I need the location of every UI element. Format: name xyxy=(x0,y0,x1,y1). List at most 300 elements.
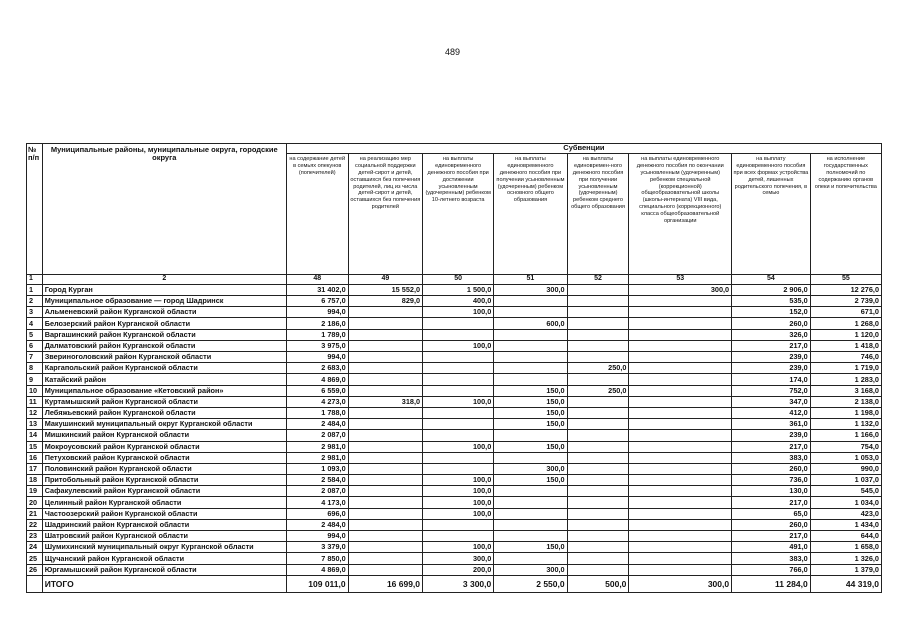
col-55-value: 1 434,0 xyxy=(810,519,881,530)
row-number: 25 xyxy=(27,553,43,564)
municipality-name: Город Курган xyxy=(42,284,286,295)
col-51-value xyxy=(494,363,567,374)
total-row xyxy=(27,575,882,592)
col-55-value: 990,0 xyxy=(810,463,881,474)
row-number: 23 xyxy=(27,531,43,542)
col-52-value xyxy=(567,508,629,519)
col-54-value: 260,0 xyxy=(732,318,811,329)
col-53-value xyxy=(629,542,732,553)
col-54-value: 174,0 xyxy=(732,374,811,385)
row-number: 24 xyxy=(27,542,43,553)
col-49-value xyxy=(348,441,422,452)
table-row xyxy=(27,329,882,340)
table-row xyxy=(27,497,882,508)
total-value: 109 011,0 xyxy=(286,575,348,592)
col-48-value: 2 584,0 xyxy=(286,475,348,486)
table-row xyxy=(27,363,882,374)
row-number: 18 xyxy=(27,475,43,486)
municipality-name: Альменевский район Курганской области xyxy=(42,307,286,318)
col-50-value: 100,0 xyxy=(423,508,494,519)
col-54-value: 361,0 xyxy=(732,419,811,430)
col-52-value xyxy=(567,519,629,530)
col-54-value: 326,0 xyxy=(732,329,811,340)
col-number: 48 xyxy=(286,274,348,284)
col-52-value: 250,0 xyxy=(567,385,629,396)
col-54-value: 752,0 xyxy=(732,385,811,396)
header-col-53: на выплаты единовременного денежного пособия по окончании усыновленным (удочеренным) ребенком специальной (коррекционной) общеобразовательной школы (школы-интерната) VIII вида, специального (коррекционного) класса общеобразовательной организации xyxy=(629,153,732,274)
row-number: 22 xyxy=(27,519,43,530)
col-52-value xyxy=(567,430,629,441)
col-55-value: 2 739,0 xyxy=(810,296,881,307)
col-51-value xyxy=(494,486,567,497)
row-number: 3 xyxy=(27,307,43,318)
table-row xyxy=(27,396,882,407)
header-row-1 xyxy=(27,144,882,154)
municipality-name: Муниципальное образование «Кетовский район» xyxy=(42,385,286,396)
col-55-value: 2 138,0 xyxy=(810,396,881,407)
total-value: 500,0 xyxy=(567,575,629,592)
col-55-value: 1 166,0 xyxy=(810,430,881,441)
col-55-value: 671,0 xyxy=(810,307,881,318)
table-row xyxy=(27,542,882,553)
col-52-value xyxy=(567,542,629,553)
municipality-name: Варгашинский район Курганской области xyxy=(42,329,286,340)
row-number: 19 xyxy=(27,486,43,497)
col-51-value xyxy=(494,352,567,363)
municipality-name: Шатровский район Курганской области xyxy=(42,531,286,542)
col-54-value: 2 906,0 xyxy=(732,284,811,295)
col-53-value xyxy=(629,441,732,452)
col-49-value xyxy=(348,363,422,374)
col-53-value xyxy=(629,396,732,407)
col-49-value xyxy=(348,508,422,519)
col-54-value: 383,0 xyxy=(732,553,811,564)
col-55-value: 545,0 xyxy=(810,486,881,497)
row-number: 4 xyxy=(27,318,43,329)
col-49-value xyxy=(348,553,422,564)
table-row xyxy=(27,564,882,575)
col-53-value xyxy=(629,497,732,508)
col-55-value: 746,0 xyxy=(810,352,881,363)
municipality-name: Белозерский район Курганской области xyxy=(42,318,286,329)
municipality-name: Далматовский район Курганской области xyxy=(42,340,286,351)
row-number: 14 xyxy=(27,430,43,441)
col-49-value: 15 552,0 xyxy=(348,284,422,295)
municipality-name: Мишкинский район Курганской области xyxy=(42,430,286,441)
col-49-value xyxy=(348,352,422,363)
col-48-value: 1 093,0 xyxy=(286,463,348,474)
col-49-value xyxy=(348,329,422,340)
col-48-value: 2 981,0 xyxy=(286,441,348,452)
col-49-value xyxy=(348,340,422,351)
table-row xyxy=(27,441,882,452)
col-49-value: 318,0 xyxy=(348,396,422,407)
col-49-value xyxy=(348,374,422,385)
col-52-value xyxy=(567,531,629,542)
col-53-value xyxy=(629,296,732,307)
total-value: 11 284,0 xyxy=(732,575,811,592)
col-48-value: 994,0 xyxy=(286,352,348,363)
col-51-value: 300,0 xyxy=(494,564,567,575)
page-number: 489 xyxy=(444,47,461,57)
municipality-name: Каргапольский район Курганской области xyxy=(42,363,286,374)
col-49-value xyxy=(348,463,422,474)
col-55-value: 1 198,0 xyxy=(810,407,881,418)
col-51-value: 150,0 xyxy=(494,475,567,486)
table-row xyxy=(27,531,882,542)
row-number: 16 xyxy=(27,452,43,463)
row-number: 17 xyxy=(27,463,43,474)
col-52-value: 250,0 xyxy=(567,363,629,374)
header-col-50: на выплаты единовременного денежного пособия при достижении усыновленным (удочеренным) ребенком 10-летнего возраста xyxy=(423,153,494,274)
row-number: 1 xyxy=(27,284,43,295)
table-row xyxy=(27,385,882,396)
municipality-name: Макушинский муниципальный округ Курганской области xyxy=(42,419,286,430)
col-48-value: 6 757,0 xyxy=(286,296,348,307)
col-53-value xyxy=(629,307,732,318)
col-52-value xyxy=(567,352,629,363)
col-54-value: 130,0 xyxy=(732,486,811,497)
col-55-value: 1 658,0 xyxy=(810,542,881,553)
col-48-value: 994,0 xyxy=(286,307,348,318)
col-49-value xyxy=(348,307,422,318)
col-54-value: 65,0 xyxy=(732,508,811,519)
col-49-value xyxy=(348,407,422,418)
table-row xyxy=(27,519,882,530)
col-51-value: 150,0 xyxy=(494,396,567,407)
col-49-value xyxy=(348,318,422,329)
col-48-value: 2 683,0 xyxy=(286,363,348,374)
col-52-value xyxy=(567,564,629,575)
col-51-value xyxy=(494,374,567,385)
subventions-table xyxy=(26,143,882,593)
col-48-value: 4 273,0 xyxy=(286,396,348,407)
col-53-value xyxy=(629,553,732,564)
col-50-value xyxy=(423,463,494,474)
row-number: 10 xyxy=(27,385,43,396)
col-48-value: 6 559,0 xyxy=(286,385,348,396)
col-49-value xyxy=(348,452,422,463)
col-54-value: 412,0 xyxy=(732,407,811,418)
col-51-value: 150,0 xyxy=(494,419,567,430)
table-row xyxy=(27,307,882,318)
col-number: 53 xyxy=(629,274,732,284)
col-52-value xyxy=(567,318,629,329)
col-53-value xyxy=(629,519,732,530)
row-number: 21 xyxy=(27,508,43,519)
row-number: 13 xyxy=(27,419,43,430)
col-52-value xyxy=(567,407,629,418)
col-53-value xyxy=(629,329,732,340)
municipality-name: Звериноголовский район Курганской области xyxy=(42,352,286,363)
col-48-value: 3 975,0 xyxy=(286,340,348,351)
municipality-name: Целинный район Курганской области xyxy=(42,497,286,508)
col-50-value: 100,0 xyxy=(423,340,494,351)
col-50-value xyxy=(423,519,494,530)
col-50-value: 200,0 xyxy=(423,564,494,575)
col-48-value: 31 402,0 xyxy=(286,284,348,295)
col-51-value xyxy=(494,430,567,441)
col-54-value: 535,0 xyxy=(732,296,811,307)
table-row xyxy=(27,340,882,351)
col-52-value xyxy=(567,419,629,430)
table-row xyxy=(27,407,882,418)
col-52-value xyxy=(567,452,629,463)
col-54-value: 736,0 xyxy=(732,475,811,486)
col-55-value: 1 053,0 xyxy=(810,452,881,463)
total-value: 44 319,0 xyxy=(810,575,881,592)
col-48-value: 4 173,0 xyxy=(286,497,348,508)
col-51-value: 150,0 xyxy=(494,441,567,452)
col-52-value xyxy=(567,553,629,564)
col-48-value: 994,0 xyxy=(286,531,348,542)
col-49-value xyxy=(348,531,422,542)
col-48-value: 1 788,0 xyxy=(286,407,348,418)
total-value: 16 699,0 xyxy=(348,575,422,592)
header-subventions: Субвенции xyxy=(286,144,881,154)
header-name: Муниципальные районы, муниципальные округа, городские округа xyxy=(42,144,286,275)
col-51-value: 600,0 xyxy=(494,318,567,329)
col-54-value: 491,0 xyxy=(732,542,811,553)
col-54-value: 239,0 xyxy=(732,363,811,374)
col-48-value: 4 869,0 xyxy=(286,374,348,385)
municipality-name: Сафакулевский район Курганской области xyxy=(42,486,286,497)
col-55-value: 754,0 xyxy=(810,441,881,452)
row-number: 5 xyxy=(27,329,43,340)
row-number: 6 xyxy=(27,340,43,351)
col-49-value xyxy=(348,486,422,497)
col-53-value xyxy=(629,486,732,497)
municipality-name: Лебяжьевский район Курганской области xyxy=(42,407,286,418)
col-52-value xyxy=(567,396,629,407)
col-50-value: 400,0 xyxy=(423,296,494,307)
col-50-value: 100,0 xyxy=(423,307,494,318)
col-55-value: 644,0 xyxy=(810,531,881,542)
col-53-value xyxy=(629,318,732,329)
col-50-value xyxy=(423,452,494,463)
header-col-55: на исполнение государственных полномочий по содержанию органов опеки и попечительства xyxy=(810,153,881,274)
col-54-value: 217,0 xyxy=(732,441,811,452)
col-54-value: 217,0 xyxy=(732,340,811,351)
col-54-value: 383,0 xyxy=(732,452,811,463)
row-number: 20 xyxy=(27,497,43,508)
col-50-value xyxy=(423,407,494,418)
col-53-value xyxy=(629,531,732,542)
col-48-value: 2 186,0 xyxy=(286,318,348,329)
row-number: 11 xyxy=(27,396,43,407)
col-48-value: 2 484,0 xyxy=(286,419,348,430)
municipality-name: Муниципальное образование — город Шадринск xyxy=(42,296,286,307)
row-number: 2 xyxy=(27,296,43,307)
col-51-value xyxy=(494,531,567,542)
col-50-value: 100,0 xyxy=(423,475,494,486)
col-50-value xyxy=(423,430,494,441)
col-50-value: 100,0 xyxy=(423,542,494,553)
col-51-value xyxy=(494,329,567,340)
table-row xyxy=(27,475,882,486)
col-49-value xyxy=(348,564,422,575)
col-52-value xyxy=(567,441,629,452)
col-50-value: 100,0 xyxy=(423,441,494,452)
col-51-value xyxy=(494,307,567,318)
col-54-value: 260,0 xyxy=(732,463,811,474)
col-49-value xyxy=(348,419,422,430)
column-numbers-row xyxy=(27,274,882,284)
table-row xyxy=(27,553,882,564)
row-number: 26 xyxy=(27,564,43,575)
col-49-value xyxy=(348,475,422,486)
header-col-52: на выплаты единовремен-ного денежного пособия при получении усыновленным (удочеренным) ребенком среднего общего образования xyxy=(567,153,629,274)
col-55-value: 12 276,0 xyxy=(810,284,881,295)
col-54-value: 217,0 xyxy=(732,531,811,542)
col-51-value xyxy=(494,508,567,519)
col-52-value xyxy=(567,329,629,340)
col-50-value: 1 500,0 xyxy=(423,284,494,295)
col-55-value: 1 719,0 xyxy=(810,363,881,374)
col-48-value: 1 789,0 xyxy=(286,329,348,340)
col-49-value xyxy=(348,519,422,530)
table-row xyxy=(27,430,882,441)
col-53-value xyxy=(629,340,732,351)
col-53-value xyxy=(629,385,732,396)
row-number: 9 xyxy=(27,374,43,385)
col-52-value xyxy=(567,296,629,307)
municipality-name: Петуховский район Курганской области xyxy=(42,452,286,463)
col-55-value: 1 037,0 xyxy=(810,475,881,486)
col-52-value xyxy=(567,475,629,486)
col-55-value: 423,0 xyxy=(810,508,881,519)
total-label: ИТОГО xyxy=(42,575,286,592)
col-49-value xyxy=(348,497,422,508)
col-53-value xyxy=(629,430,732,441)
col-53-value xyxy=(629,475,732,486)
col-52-value xyxy=(567,374,629,385)
col-51-value: 300,0 xyxy=(494,284,567,295)
col-55-value: 1 120,0 xyxy=(810,329,881,340)
col-54-value: 217,0 xyxy=(732,497,811,508)
col-53-value xyxy=(629,452,732,463)
total-value: 300,0 xyxy=(629,575,732,592)
col-53-value xyxy=(629,407,732,418)
col-53-value xyxy=(629,508,732,519)
col-49-value: 829,0 xyxy=(348,296,422,307)
col-50-value: 100,0 xyxy=(423,497,494,508)
col-51-value: 150,0 xyxy=(494,385,567,396)
col-number: 51 xyxy=(494,274,567,284)
col-48-value: 2 981,0 xyxy=(286,452,348,463)
col-52-value xyxy=(567,486,629,497)
row-number: 7 xyxy=(27,352,43,363)
col-number: 52 xyxy=(567,274,629,284)
col-50-value xyxy=(423,329,494,340)
table-row xyxy=(27,284,882,295)
table-row xyxy=(27,508,882,519)
col-50-value: 100,0 xyxy=(423,486,494,497)
col-50-value xyxy=(423,318,494,329)
col-53-value xyxy=(629,352,732,363)
header-col-48: на содержание детей в семьях опекунов (попечителей) xyxy=(286,153,348,274)
col-52-value xyxy=(567,340,629,351)
municipality-name: Шадринский район Курганской области xyxy=(42,519,286,530)
municipality-name: Мокроусовский район Курганской области xyxy=(42,441,286,452)
col-51-value: 150,0 xyxy=(494,407,567,418)
col-50-value xyxy=(423,419,494,430)
col-48-value: 696,0 xyxy=(286,508,348,519)
municipality-name: Частоозерский район Курганской области xyxy=(42,508,286,519)
col-54-value: 260,0 xyxy=(732,519,811,530)
col-55-value: 1 379,0 xyxy=(810,564,881,575)
col-48-value: 4 869,0 xyxy=(286,564,348,575)
col-53-value: 300,0 xyxy=(629,284,732,295)
header-col-49: на реализацию мер социальной поддержки детей-сирот и детей, оставшихся без попечения родителей, лиц из числа детей-сирот и детей, оставшихся без попечения родителей xyxy=(348,153,422,274)
col-51-value xyxy=(494,519,567,530)
col-54-value: 239,0 xyxy=(732,430,811,441)
col-55-value: 1 283,0 xyxy=(810,374,881,385)
col-49-value xyxy=(348,542,422,553)
header-col-51: на выплаты единовременного денежного пособия при получении усыновленным (удочеренным) ребенком основного общего образования xyxy=(494,153,567,274)
municipality-name: Катайский район xyxy=(42,374,286,385)
total-number xyxy=(27,575,43,592)
col-51-value xyxy=(494,553,567,564)
header-no: № п/п xyxy=(27,144,43,275)
municipality-name: Куртамышский район Курганской области xyxy=(42,396,286,407)
col-50-value xyxy=(423,531,494,542)
col-52-value xyxy=(567,497,629,508)
row-number: 8 xyxy=(27,363,43,374)
col-51-value xyxy=(494,296,567,307)
col-50-value xyxy=(423,363,494,374)
col-55-value: 1 132,0 xyxy=(810,419,881,430)
municipality-name: Шумихинский муниципальный округ Курганской области xyxy=(42,542,286,553)
col-48-value: 2 087,0 xyxy=(286,486,348,497)
col-number: 2 xyxy=(42,274,286,284)
table-row xyxy=(27,296,882,307)
col-51-value xyxy=(494,497,567,508)
col-55-value: 1 326,0 xyxy=(810,553,881,564)
col-53-value xyxy=(629,463,732,474)
col-50-value: 300,0 xyxy=(423,553,494,564)
header-col-54: на выплату единовременного пособия при всех формах устройства детей, лишенных родительского попечения, в семью xyxy=(732,153,811,274)
col-52-value xyxy=(567,307,629,318)
col-48-value: 2 087,0 xyxy=(286,430,348,441)
col-number: 50 xyxy=(423,274,494,284)
col-51-value: 150,0 xyxy=(494,542,567,553)
municipality-name: Притобольный район Курганской области xyxy=(42,475,286,486)
col-48-value: 3 379,0 xyxy=(286,542,348,553)
col-50-value: 100,0 xyxy=(423,396,494,407)
col-54-value: 152,0 xyxy=(732,307,811,318)
col-53-value xyxy=(629,374,732,385)
col-54-value: 239,0 xyxy=(732,352,811,363)
col-55-value: 3 168,0 xyxy=(810,385,881,396)
col-53-value xyxy=(629,419,732,430)
table-row xyxy=(27,419,882,430)
col-49-value xyxy=(348,385,422,396)
row-number: 12 xyxy=(27,407,43,418)
col-52-value xyxy=(567,463,629,474)
col-55-value: 1 034,0 xyxy=(810,497,881,508)
col-number: 55 xyxy=(810,274,881,284)
col-48-value: 2 484,0 xyxy=(286,519,348,530)
col-48-value: 7 850,0 xyxy=(286,553,348,564)
table-row xyxy=(27,463,882,474)
col-number: 49 xyxy=(348,274,422,284)
col-55-value: 1 418,0 xyxy=(810,340,881,351)
total-value: 2 550,0 xyxy=(494,575,567,592)
col-53-value xyxy=(629,564,732,575)
municipality-name: Половинский район Курганской области xyxy=(42,463,286,474)
col-number: 54 xyxy=(732,274,811,284)
